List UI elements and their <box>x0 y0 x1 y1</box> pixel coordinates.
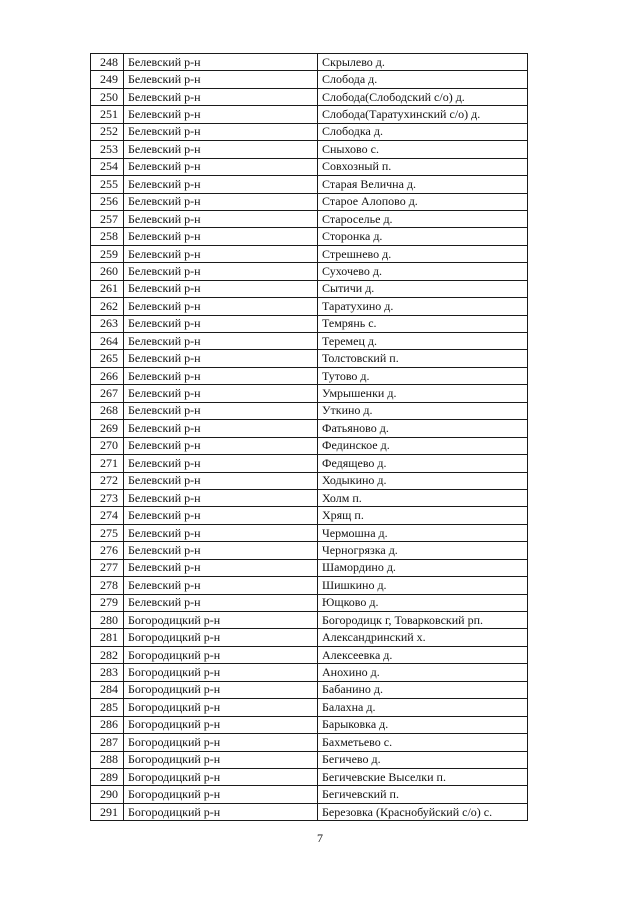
locality-cell: Бегичево д. <box>318 751 528 768</box>
table-row <box>91 699 528 716</box>
district-cell: Белевский р-н <box>124 158 318 175</box>
district-cell: Белевский р-н <box>124 71 318 88</box>
row-number-cell: 253 <box>91 141 124 158</box>
district-cell: Белевский р-н <box>124 228 318 245</box>
row-number-cell: 252 <box>91 123 124 140</box>
district-cell: Белевский р-н <box>124 88 318 105</box>
locality-cell: Темрянь с. <box>318 315 528 332</box>
locality-cell: Стрешнево д. <box>318 245 528 262</box>
district-cell: Богородицкий р-н <box>124 768 318 785</box>
row-number-cell: 273 <box>91 489 124 506</box>
row-number-cell: 262 <box>91 298 124 315</box>
district-cell: Богородицкий р-н <box>124 716 318 733</box>
district-cell: Белевский р-н <box>124 402 318 419</box>
table-row <box>91 489 528 506</box>
table-row <box>91 333 528 350</box>
table-row <box>91 280 528 297</box>
district-cell: Белевский р-н <box>124 123 318 140</box>
district-cell: Белевский р-н <box>124 315 318 332</box>
locality-cell: Староселье д. <box>318 210 528 227</box>
table-row <box>91 350 528 367</box>
locality-cell: Сытичи д. <box>318 280 528 297</box>
district-cell: Богородицкий р-н <box>124 786 318 803</box>
locality-cell: Слобода(Таратухинский с/о) д. <box>318 106 528 123</box>
row-number-cell: 265 <box>91 350 124 367</box>
locality-cell: Березовка (Краснобуйский с/о) с. <box>318 803 528 820</box>
district-cell: Богородицкий р-н <box>124 629 318 646</box>
row-number-cell: 269 <box>91 420 124 437</box>
district-cell: Белевский р-н <box>124 594 318 611</box>
locality-cell: Александринский х. <box>318 629 528 646</box>
table-row <box>91 768 528 785</box>
row-number-cell: 261 <box>91 280 124 297</box>
locality-cell: Ющково д. <box>318 594 528 611</box>
district-cell: Белевский р-н <box>124 542 318 559</box>
row-number-cell: 248 <box>91 54 124 71</box>
table-row <box>91 141 528 158</box>
row-number-cell: 254 <box>91 158 124 175</box>
row-number-cell: 250 <box>91 88 124 105</box>
row-number-cell: 264 <box>91 333 124 350</box>
row-number-cell: 259 <box>91 245 124 262</box>
table-row <box>91 664 528 681</box>
district-cell: Богородицкий р-н <box>124 699 318 716</box>
locality-cell: Анохино д. <box>318 664 528 681</box>
district-cell: Белевский р-н <box>124 245 318 262</box>
row-number-cell: 257 <box>91 210 124 227</box>
table-row <box>91 420 528 437</box>
locality-cell: Федящево д. <box>318 455 528 472</box>
district-cell: Белевский р-н <box>124 298 318 315</box>
locality-cell: Богородицк г, Товарковский рп. <box>318 612 528 629</box>
row-number-cell: 281 <box>91 629 124 646</box>
locality-cell: Старое Алопово д. <box>318 193 528 210</box>
row-number-cell: 279 <box>91 594 124 611</box>
row-number-cell: 271 <box>91 455 124 472</box>
row-number-cell: 286 <box>91 716 124 733</box>
table-row <box>91 123 528 140</box>
table-row <box>91 71 528 88</box>
locality-cell: Чермошна д. <box>318 524 528 541</box>
district-cell: Белевский р-н <box>124 54 318 71</box>
district-cell: Белевский р-н <box>124 524 318 541</box>
table-row <box>91 681 528 698</box>
table-row <box>91 803 528 820</box>
table-row <box>91 472 528 489</box>
district-cell: Белевский р-н <box>124 333 318 350</box>
locality-cell: Теремец д. <box>318 333 528 350</box>
district-cell: Белевский р-н <box>124 559 318 576</box>
row-number-cell: 267 <box>91 385 124 402</box>
locality-cell: Шамордино д. <box>318 559 528 576</box>
locality-cell: Слобода д. <box>318 71 528 88</box>
locality-cell: Сныхово с. <box>318 141 528 158</box>
district-cell: Богородицкий р-н <box>124 751 318 768</box>
locality-cell: Ходыкино д. <box>318 472 528 489</box>
locality-cell: Толстовский п. <box>318 350 528 367</box>
table-row <box>91 612 528 629</box>
district-cell: Белевский р-н <box>124 176 318 193</box>
district-cell: Богородицкий р-н <box>124 612 318 629</box>
row-number-cell: 277 <box>91 559 124 576</box>
row-number-cell: 285 <box>91 699 124 716</box>
locality-cell: Тутово д. <box>318 367 528 384</box>
table-row <box>91 542 528 559</box>
row-number-cell: 280 <box>91 612 124 629</box>
locality-cell: Слобода(Слободский с/о) д. <box>318 88 528 105</box>
row-number-cell: 272 <box>91 472 124 489</box>
row-number-cell: 268 <box>91 402 124 419</box>
locality-cell: Фединское д. <box>318 437 528 454</box>
locality-cell: Барыковка д. <box>318 716 528 733</box>
district-cell: Белевский р-н <box>124 455 318 472</box>
district-cell: Богородицкий р-н <box>124 664 318 681</box>
locality-cell: Слободка д. <box>318 123 528 140</box>
district-cell: Белевский р-н <box>124 280 318 297</box>
locality-cell: Таратухино д. <box>318 298 528 315</box>
locality-cell: Бегичевский п. <box>318 786 528 803</box>
table-row <box>91 228 528 245</box>
table-row <box>91 524 528 541</box>
district-cell: Белевский р-н <box>124 106 318 123</box>
table-row <box>91 315 528 332</box>
locality-cell: Бабанино д. <box>318 681 528 698</box>
row-number-cell: 249 <box>91 71 124 88</box>
table-row <box>91 54 528 71</box>
district-cell: Белевский р-н <box>124 507 318 524</box>
district-cell: Белевский р-н <box>124 385 318 402</box>
district-cell: Белевский р-н <box>124 350 318 367</box>
table-row <box>91 577 528 594</box>
locality-cell: Хрящ п. <box>318 507 528 524</box>
district-cell: Богородицкий р-н <box>124 803 318 820</box>
table-row <box>91 786 528 803</box>
row-number-cell: 256 <box>91 193 124 210</box>
table-row <box>91 176 528 193</box>
row-number-cell: 275 <box>91 524 124 541</box>
district-cell: Белевский р-н <box>124 489 318 506</box>
locality-cell: Холм п. <box>318 489 528 506</box>
locality-cell: Совхозный п. <box>318 158 528 175</box>
table-row <box>91 716 528 733</box>
district-cell: Богородицкий р-н <box>124 734 318 751</box>
row-number-cell: 282 <box>91 646 124 663</box>
table-row <box>91 263 528 280</box>
row-number-cell: 255 <box>91 176 124 193</box>
district-cell: Белевский р-н <box>124 437 318 454</box>
locality-cell: Сухочево д. <box>318 263 528 280</box>
locality-cell: Скрылево д. <box>318 54 528 71</box>
table-row <box>91 193 528 210</box>
row-number-cell: 287 <box>91 734 124 751</box>
table-row <box>91 559 528 576</box>
locality-cell: Алексеевка д. <box>318 646 528 663</box>
district-cell: Богородицкий р-н <box>124 681 318 698</box>
district-cell: Белевский р-н <box>124 263 318 280</box>
row-number-cell: 270 <box>91 437 124 454</box>
locality-cell: Балахна д. <box>318 699 528 716</box>
table-row <box>91 751 528 768</box>
district-cell: Белевский р-н <box>124 472 318 489</box>
locality-cell: Черногрязка д. <box>318 542 528 559</box>
row-number-cell: 258 <box>91 228 124 245</box>
row-number-cell: 274 <box>91 507 124 524</box>
row-number-cell: 276 <box>91 542 124 559</box>
district-cell: Белевский р-н <box>124 210 318 227</box>
locality-cell: Шишкино д. <box>318 577 528 594</box>
settlements-table-body <box>91 54 528 821</box>
locality-cell: Бахметьево с. <box>318 734 528 751</box>
row-number-cell: 251 <box>91 106 124 123</box>
table-row <box>91 367 528 384</box>
table-row <box>91 646 528 663</box>
district-cell: Белевский р-н <box>124 420 318 437</box>
district-cell: Белевский р-н <box>124 193 318 210</box>
locality-cell: Сторонка д. <box>318 228 528 245</box>
row-number-cell: 266 <box>91 367 124 384</box>
locality-cell: Умрышенки д. <box>318 385 528 402</box>
locality-cell: Фатьяново д. <box>318 420 528 437</box>
row-number-cell: 260 <box>91 263 124 280</box>
row-number-cell: 284 <box>91 681 124 698</box>
district-cell: Белевский р-н <box>124 141 318 158</box>
table-row <box>91 734 528 751</box>
row-number-cell: 290 <box>91 786 124 803</box>
row-number-cell: 291 <box>91 803 124 820</box>
table-row <box>91 106 528 123</box>
table-row <box>91 507 528 524</box>
table-row <box>91 437 528 454</box>
table-row <box>91 594 528 611</box>
district-cell: Белевский р-н <box>124 577 318 594</box>
table-row <box>91 158 528 175</box>
table-row <box>91 402 528 419</box>
table-row <box>91 629 528 646</box>
row-number-cell: 289 <box>91 768 124 785</box>
table-row <box>91 210 528 227</box>
table-row <box>91 88 528 105</box>
row-number-cell: 288 <box>91 751 124 768</box>
table-row <box>91 455 528 472</box>
locality-cell: Бегичевские Выселки п. <box>318 768 528 785</box>
table-row <box>91 245 528 262</box>
locality-cell: Старая Велична д. <box>318 176 528 193</box>
settlements-table <box>90 53 528 821</box>
district-cell: Богородицкий р-н <box>124 646 318 663</box>
row-number-cell: 278 <box>91 577 124 594</box>
locality-cell: Уткино д. <box>318 402 528 419</box>
table-row <box>91 298 528 315</box>
table-row <box>91 385 528 402</box>
district-cell: Белевский р-н <box>124 367 318 384</box>
row-number-cell: 283 <box>91 664 124 681</box>
page-number: 7 <box>317 831 323 845</box>
row-number-cell: 263 <box>91 315 124 332</box>
